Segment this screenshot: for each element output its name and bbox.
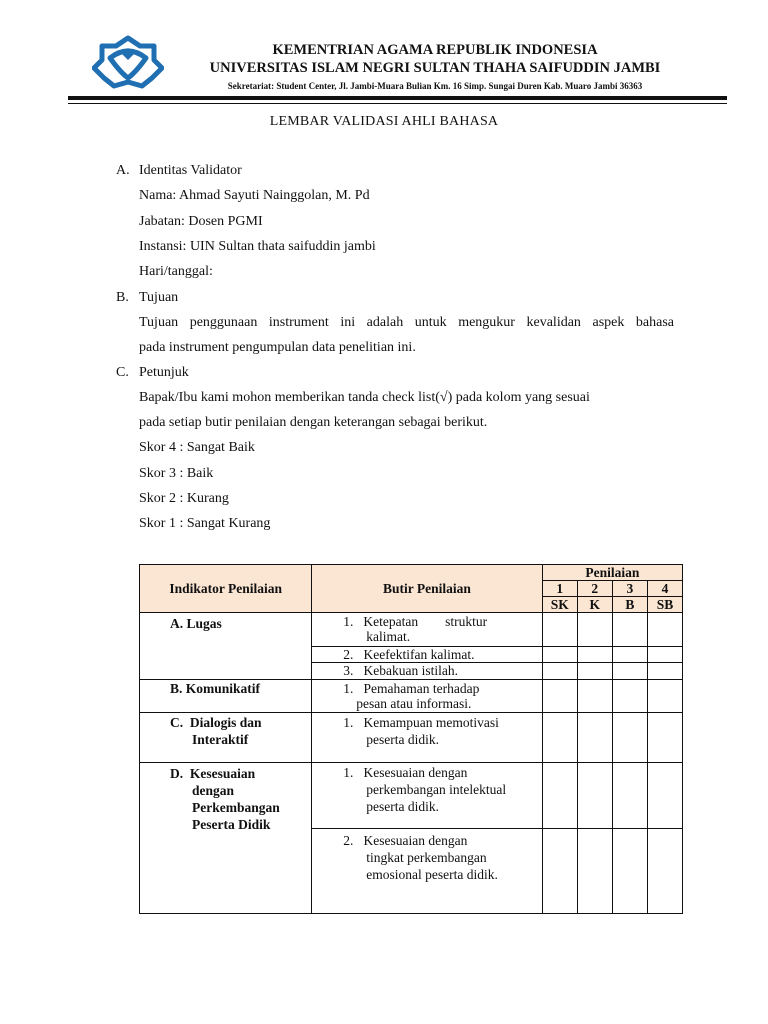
- score-number-1: 1: [542, 581, 577, 597]
- rating-cell[interactable]: [577, 829, 612, 914]
- header-penilaian: Penilaian: [542, 565, 682, 581]
- dialogis-item-1-text: 1. Kemampuan memotivasi: [343, 715, 499, 730]
- instruction-line-2: pada setiap butir penilaian dengan keterangan sebagai berikut.: [139, 415, 488, 430]
- rating-cell[interactable]: [647, 680, 682, 713]
- rating-cell[interactable]: [647, 613, 682, 647]
- rating-cell[interactable]: [542, 647, 577, 663]
- section-a-letter: A.: [116, 163, 130, 178]
- score-1-description: Skor 1 : Sangat Kurang: [139, 516, 271, 531]
- komunikatif-item-1-text: 1. Pemahaman terhadap: [343, 681, 480, 696]
- rating-cell[interactable]: [612, 829, 647, 914]
- rating-cell[interactable]: [647, 663, 682, 680]
- rating-cell[interactable]: [577, 647, 612, 663]
- kesesuaian-item-2-text-end: emosional peserta didik.: [366, 867, 498, 882]
- kesesuaian-item-1-text: 1. Kesesuaian dengan: [343, 765, 468, 780]
- validator-name: Nama: Ahmad Sayuti Nainggolan, M. Pd: [139, 188, 370, 203]
- indicator-kesesuaian: D. Kesesuaian: [170, 766, 256, 781]
- lugas-item-3: 3. Kebakuan istilah.: [312, 663, 542, 680]
- score-2-description: Skor 2 : Kurang: [139, 491, 229, 506]
- rating-cell[interactable]: [542, 713, 577, 763]
- lugas-item-1-number: 1.: [343, 614, 354, 629]
- section-c-letter: C.: [116, 365, 129, 380]
- score-code-b: B: [612, 597, 647, 613]
- assessment-table: [139, 564, 683, 914]
- score-3-description: Skor 3 : Baik: [139, 466, 214, 481]
- indicator-dialogis: C. Dialogis dan: [170, 715, 262, 730]
- dialogis-item-1-text-cont: peserta didik.: [366, 732, 440, 747]
- rating-cell[interactable]: [612, 713, 647, 763]
- header-indikator: Indikator Penilaian: [140, 565, 312, 613]
- purpose-line-1: Tujuan penggunaan instrument ini adalah untuk mengukur kevalidan aspek bahasa: [139, 315, 674, 330]
- letterhead-rule-thin: [68, 103, 727, 104]
- indicator-komunikatif: B. Komunikatif: [140, 680, 312, 713]
- rating-cell[interactable]: [542, 763, 577, 829]
- kesesuaian-item-2-text-cont: tingkat perkembangan: [366, 850, 487, 865]
- rating-cell[interactable]: [647, 713, 682, 763]
- lugas-item-2: 2. Keefektifan kalimat.: [312, 647, 542, 663]
- rating-cell[interactable]: [577, 713, 612, 763]
- header-butir: Butir Penilaian: [312, 565, 542, 613]
- validator-position: Jabatan: Dosen PGMI: [139, 214, 263, 229]
- rating-cell[interactable]: [542, 829, 577, 914]
- letterhead-university: UNIVERSITAS ISLAM NEGRI SULTAN THAHA SAIFUDDIN JAMBI: [209, 60, 661, 76]
- rating-cell[interactable]: [647, 763, 682, 829]
- lugas-item-1-text-cont: kalimat.: [366, 629, 411, 644]
- score-number-3: 3: [612, 581, 647, 597]
- indicator-dengan: dengan: [192, 783, 235, 798]
- rating-cell[interactable]: [542, 663, 577, 680]
- score-number-2: 2: [577, 581, 612, 597]
- rating-cell[interactable]: [612, 663, 647, 680]
- section-a-heading: Identitas Validator: [139, 163, 242, 178]
- rating-cell[interactable]: [542, 613, 577, 647]
- rating-cell[interactable]: [647, 829, 682, 914]
- score-number-4: 4: [647, 581, 682, 597]
- kesesuaian-item-2-text: 2. Kesesuaian dengan: [343, 833, 468, 848]
- instruction-line-1: Bapak/Ibu kami mohon memberikan tanda check list(√) pada kolom yang sesuai: [139, 390, 590, 405]
- komunikatif-item-1-text-cont: pesan atau informasi.: [356, 696, 472, 711]
- university-logo: [92, 34, 164, 90]
- rating-cell[interactable]: [612, 613, 647, 647]
- indicator-lugas: A. Lugas: [140, 613, 312, 680]
- rating-cell[interactable]: [612, 680, 647, 713]
- score-code-sb: SB: [647, 597, 682, 613]
- score-4-description: Skor 4 : Sangat Baik: [139, 440, 255, 455]
- kesesuaian-item-1-text-end: peserta didik.: [366, 799, 440, 814]
- section-c-heading: Petunjuk: [139, 365, 189, 380]
- rating-cell[interactable]: [612, 763, 647, 829]
- score-code-sk: SK: [542, 597, 577, 613]
- kesesuaian-item-1-text-cont: perkembangan intelektual: [366, 782, 507, 797]
- validator-institution: Instansi: UIN Sultan thata saifuddin jambi: [139, 239, 376, 254]
- score-code-k: K: [577, 597, 612, 613]
- validator-date: Hari/tanggal:: [139, 264, 213, 279]
- rating-cell[interactable]: [542, 680, 577, 713]
- rating-cell[interactable]: [577, 680, 612, 713]
- rating-cell[interactable]: [577, 613, 612, 647]
- rating-cell[interactable]: [577, 663, 612, 680]
- indicator-peserta-didik: Peserta Didik: [192, 817, 271, 832]
- letterhead-ministry: KEMENTRIAN AGAMA REPUBLIK INDONESIA: [272, 42, 598, 58]
- section-b-heading: Tujuan: [139, 290, 179, 305]
- rating-cell[interactable]: [577, 763, 612, 829]
- document-title: LEMBAR VALIDASI AHLI BAHASA: [269, 114, 499, 129]
- indicator-interaktif: Interaktif: [192, 732, 249, 747]
- letterhead-address: Sekretariat: Student Center, Jl. Jambi-Muara Bulian Km. 16 Simp. Sungai Duren Kab. Muaro Jambi 36363: [227, 81, 643, 91]
- indicator-perkembangan: Perkembangan: [192, 800, 280, 815]
- section-b-letter: B.: [116, 290, 129, 305]
- rating-cell[interactable]: [612, 647, 647, 663]
- purpose-line-2: pada instrument pengumpulan data penelitian ini.: [139, 340, 416, 355]
- letterhead-rule-thick: [68, 96, 727, 100]
- rating-cell[interactable]: [647, 647, 682, 663]
- lugas-item-1-text: Ketepatan struktur: [363, 614, 488, 629]
